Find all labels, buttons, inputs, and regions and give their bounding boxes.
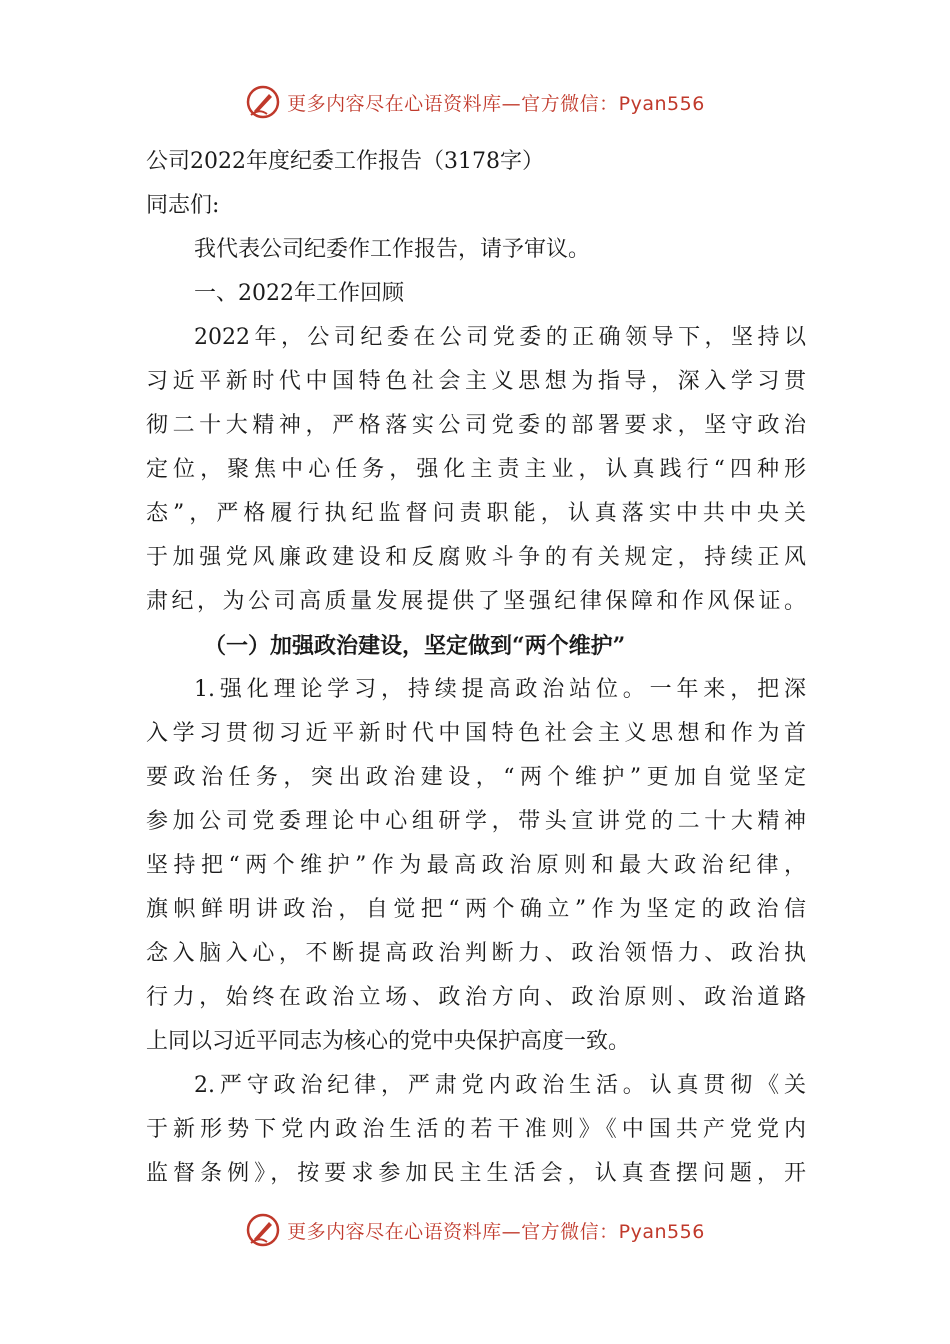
section-heading: 一、2022年工作回顾 [194,281,404,306]
paragraph-line: 念入脑入心，不断提高政治判断力、政治领悟力、政治执 [146,941,806,966]
paragraph-discipline [146,1064,806,1196]
paragraph-line: 于加强党风廉政建设和反腐败斗争的有关规定，持续正风 [146,545,806,570]
paragraph-line: 上同以习近平同志为核心的党中央保护高度一致。 [146,1029,631,1054]
paragraph-line: 坚持把“两个维护”作为最高政治原则和最大政治纪律， [146,853,806,878]
paragraph-line: 定位，聚焦中心任务，强化主责主业，认真践行“四种形 [146,457,806,482]
paragraph-review [146,316,806,624]
pen-circle-icon [245,84,281,120]
document-body [146,140,806,1196]
paragraph-line: 旗帜鲜明讲政治，自觉把“两个确立”作为坚定的政治信 [146,897,806,922]
paragraph-line: 行力，始终在政治立场、政治方向、政治原则、政治道路 [146,985,806,1010]
paragraph-line: 肃纪，为公司高质量发展提供了坚强纪律保障和作风保证。 [146,589,806,614]
paragraph-line: 1.强化理论学习，持续提高政治站位。一年来，把深 [194,677,806,702]
banner-text: 更多内容尽在心语资料库—官方微信：Pyan556 [287,92,705,115]
document-title: 公司2022年度纪委工作报告（3178字） [146,149,544,174]
paragraph-line: 监督条例》，按要求参加民主生活会，认真查摆问题，开 [146,1161,806,1186]
subheading: （一）加强政治建设，坚定做到“两个维护” [204,633,626,659]
pen-circle-icon [245,1212,281,1248]
banner-text: 更多内容尽在心语资料库—官方微信：Pyan556 [287,1220,705,1243]
intro-line: 我代表公司纪委作工作报告，请予审议。 [194,237,591,262]
paragraph-line: 2022年，公司纪委在公司党委的正确领导下，坚持以 [194,325,806,350]
paragraph-line: 入学习贯彻习近平新时代中国特色社会主义思想和作为首 [146,721,806,746]
footer-banner [0,1208,950,1252]
paragraph-line: 于新形势下党内政治生活的若干准则》《中国共产党党内 [146,1117,806,1142]
paragraph-line: 参加公司党委理论中心组研学，带头宣讲党的二十大精神 [146,809,806,834]
paragraph-theory [146,668,806,1064]
paragraph-line: 2.严守政治纪律，严肃党内政治生活。认真贯彻《关 [194,1073,806,1098]
paragraph-line: 习近平新时代中国特色社会主义思想为指导，深入学习贯 [146,369,806,394]
paragraph-line: 彻二十大精神，严格落实公司党委的部署要求，坚守政治 [146,413,806,438]
paragraph-line: 要政治任务，突出政治建设，“两个维护”更加自觉坚定 [146,765,806,790]
salutation: 同志们: [146,193,220,218]
paragraph-line: 态”，严格履行执纪监督问责职能，认真落实中共中央关 [146,501,806,526]
header-banner [0,80,950,124]
